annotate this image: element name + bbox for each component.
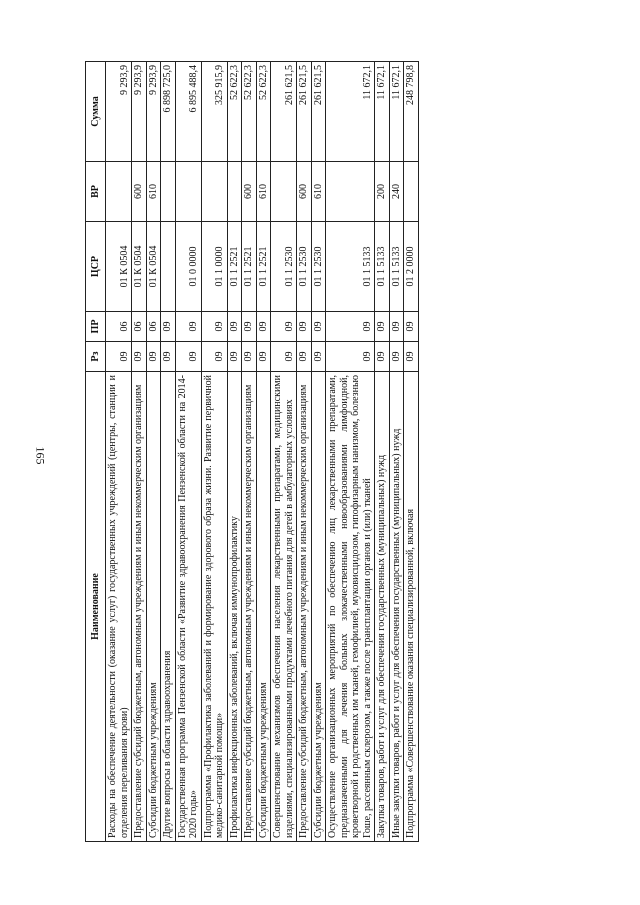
table-row [311,62,326,842]
cell-sum: 9 293,9 [106,62,132,162]
cell-name: Подпрограмма «Совершенствование оказания специализированной, включая [404,372,419,842]
cell-csr: 01 1 2521 [227,222,242,312]
cell-name: Государственная программа Пензенской области «Развитие здравоохранения Пензенской области на 2014-2020 годы» [175,372,201,842]
header-csr: ЦСР [86,222,106,312]
cell-sum: 261 621,5 [271,62,297,162]
cell-pr: 09 [311,312,326,342]
table-row [404,62,419,842]
cell-sum: 261 621,5 [311,62,326,162]
header-rz: Рз [86,342,106,372]
rotated-table-area [85,62,565,842]
cell-vr [227,162,242,222]
cell-name: Предоставление субсидий бюджетным, автономным учреждениям и иным некоммерческим организациям [297,372,312,842]
table-row [326,62,375,842]
cell-name: Другие вопросы в области здравоохранения [161,372,176,842]
table-row [201,62,227,842]
cell-vr [326,162,375,222]
cell-vr [271,162,297,222]
cell-csr: 01 К 0504 [106,222,132,312]
cell-vr: 610 [311,162,326,222]
cell-vr [106,162,132,222]
cell-csr: 01 К 0504 [146,222,161,312]
table-row [161,62,176,842]
table-row [389,62,404,842]
cell-vr: 610 [256,162,271,222]
cell-rz: 09 [256,342,271,372]
cell-rz: 09 [375,342,390,372]
cell-sum: 52 622,3 [242,62,257,162]
cell-rz: 09 [297,342,312,372]
cell-name: Закупка товаров, работ и услуг для обеспечения государственных (муниципальных) нужд [375,372,390,842]
cell-vr [161,162,176,222]
table-row [297,62,312,842]
cell-vr [175,162,201,222]
cell-csr: 01 1 0000 [201,222,227,312]
cell-name: Совершенствование механизмов обеспечения населения лекарственными препаратами, медицинскими изделиями, специализированными продуктами лечебного питания для детей в амбулаторных условиях [271,372,297,842]
cell-csr: 01 К 0504 [132,222,147,312]
table-row [242,62,257,842]
cell-name: Субсидии бюджетным учреждениям [146,372,161,842]
cell-pr: 09 [256,312,271,342]
cell-pr: 09 [227,312,242,342]
cell-vr: 600 [242,162,257,222]
table-header-row [86,62,106,842]
cell-pr: 06 [132,312,147,342]
cell-rz: 09 [227,342,242,372]
cell-name: Предоставление субсидий бюджетным, автономным учреждениям и иным некоммерческим организациям [242,372,257,842]
cell-csr: 01 2 0000 [404,222,419,312]
cell-name: Подпрограмма «Профилактика заболеваний и формирование здорового образа жизни. Развитие первичной медико-санитарной помощи» [201,372,227,842]
cell-sum: 52 622,3 [227,62,242,162]
cell-sum: 11 672,1 [389,62,404,162]
cell-pr: 09 [297,312,312,342]
cell-name: Профилактика инфекционных заболеваний, включая иммунопрофилактику [227,372,242,842]
cell-rz: 09 [326,342,375,372]
header-pr: ПР [86,312,106,342]
cell-rz: 09 [175,342,201,372]
cell-sum: 11 672,1 [326,62,375,162]
cell-sum: 248 798,8 [404,62,419,162]
cell-name: Предоставление субсидий бюджетным, автономным учреждениям и иным некоммерческим организациям [132,372,147,842]
cell-vr: 600 [132,162,147,222]
cell-csr: 01 1 5133 [389,222,404,312]
cell-rz: 09 [311,342,326,372]
rotated-page-content [85,62,565,842]
cell-csr: 01 1 2530 [297,222,312,312]
cell-rz: 09 [404,342,419,372]
cell-rz: 09 [132,342,147,372]
table-row [271,62,297,842]
table-row [375,62,390,842]
cell-vr [404,162,419,222]
cell-rz: 09 [242,342,257,372]
cell-csr [161,222,176,312]
table-row [106,62,132,842]
cell-csr: 01 1 5133 [326,222,375,312]
cell-sum: 9 293,9 [132,62,147,162]
cell-rz: 09 [389,342,404,372]
cell-vr: 200 [375,162,390,222]
cell-csr: 01 1 2521 [242,222,257,312]
cell-pr: 09 [271,312,297,342]
cell-pr: 06 [146,312,161,342]
cell-pr: 09 [175,312,201,342]
header-sum: Сумма [86,62,106,162]
cell-vr: 240 [389,162,404,222]
cell-pr: 09 [389,312,404,342]
cell-pr: 09 [242,312,257,342]
cell-sum: 9 293,9 [146,62,161,162]
table-row [132,62,147,842]
cell-csr: 01 1 5133 [375,222,390,312]
header-name: Наименование [86,372,106,842]
cell-rz: 09 [161,342,176,372]
table-row [146,62,161,842]
cell-pr: 09 [201,312,227,342]
cell-pr: 09 [375,312,390,342]
table-row [175,62,201,842]
cell-pr: 09 [404,312,419,342]
cell-sum: 11 672,1 [375,62,390,162]
cell-vr: 600 [297,162,312,222]
cell-csr: 01 1 2530 [271,222,297,312]
cell-csr: 01 1 2521 [256,222,271,312]
cell-csr: 01 0 0000 [175,222,201,312]
cell-name: Осуществление организационных мероприятий по обеспечению лиц лекарственными препаратами, предназначенными для лечения больных злокачественными новообразованиями лимфоидной, кроветворной и родственных им тканей, гемофилией, муковисцидозом, гипофизарным нанизмом, болезнью Гоше, рассеянным склерозом, а также после трансплантации органов и (или) тканей [326,372,375,842]
cell-rz: 09 [146,342,161,372]
cell-rz: 09 [106,342,132,372]
cell-sum: 261 621,5 [297,62,312,162]
cell-sum: 52 622,3 [256,62,271,162]
cell-rz: 09 [271,342,297,372]
cell-name: Расходы на обеспечение деятельности (оказание услуг) государственных учреждений (центры, станции и отделения переливания крови) [106,372,132,842]
cell-pr: 09 [161,312,176,342]
table-row [227,62,242,842]
cell-name: Субсидии бюджетным учреждениям [256,372,271,842]
page-number: 165 [33,446,48,465]
cell-rz: 09 [201,342,227,372]
cell-name: Субсидии бюджетным учреждениям [311,372,326,842]
cell-pr: 06 [106,312,132,342]
cell-vr [201,162,227,222]
cell-sum: 6 898 725,0 [161,62,176,162]
cell-sum: 6 895 488,4 [175,62,201,162]
cell-csr: 01 1 2530 [311,222,326,312]
budget-table [85,61,419,842]
cell-pr: 09 [326,312,375,342]
cell-name: Иные закупки товаров, работ и услуг для обеспечения государственных (муниципальных) нужд [389,372,404,842]
cell-vr: 610 [146,162,161,222]
table-row [256,62,271,842]
header-vr: ВР [86,162,106,222]
cell-sum: 325 915,9 [201,62,227,162]
